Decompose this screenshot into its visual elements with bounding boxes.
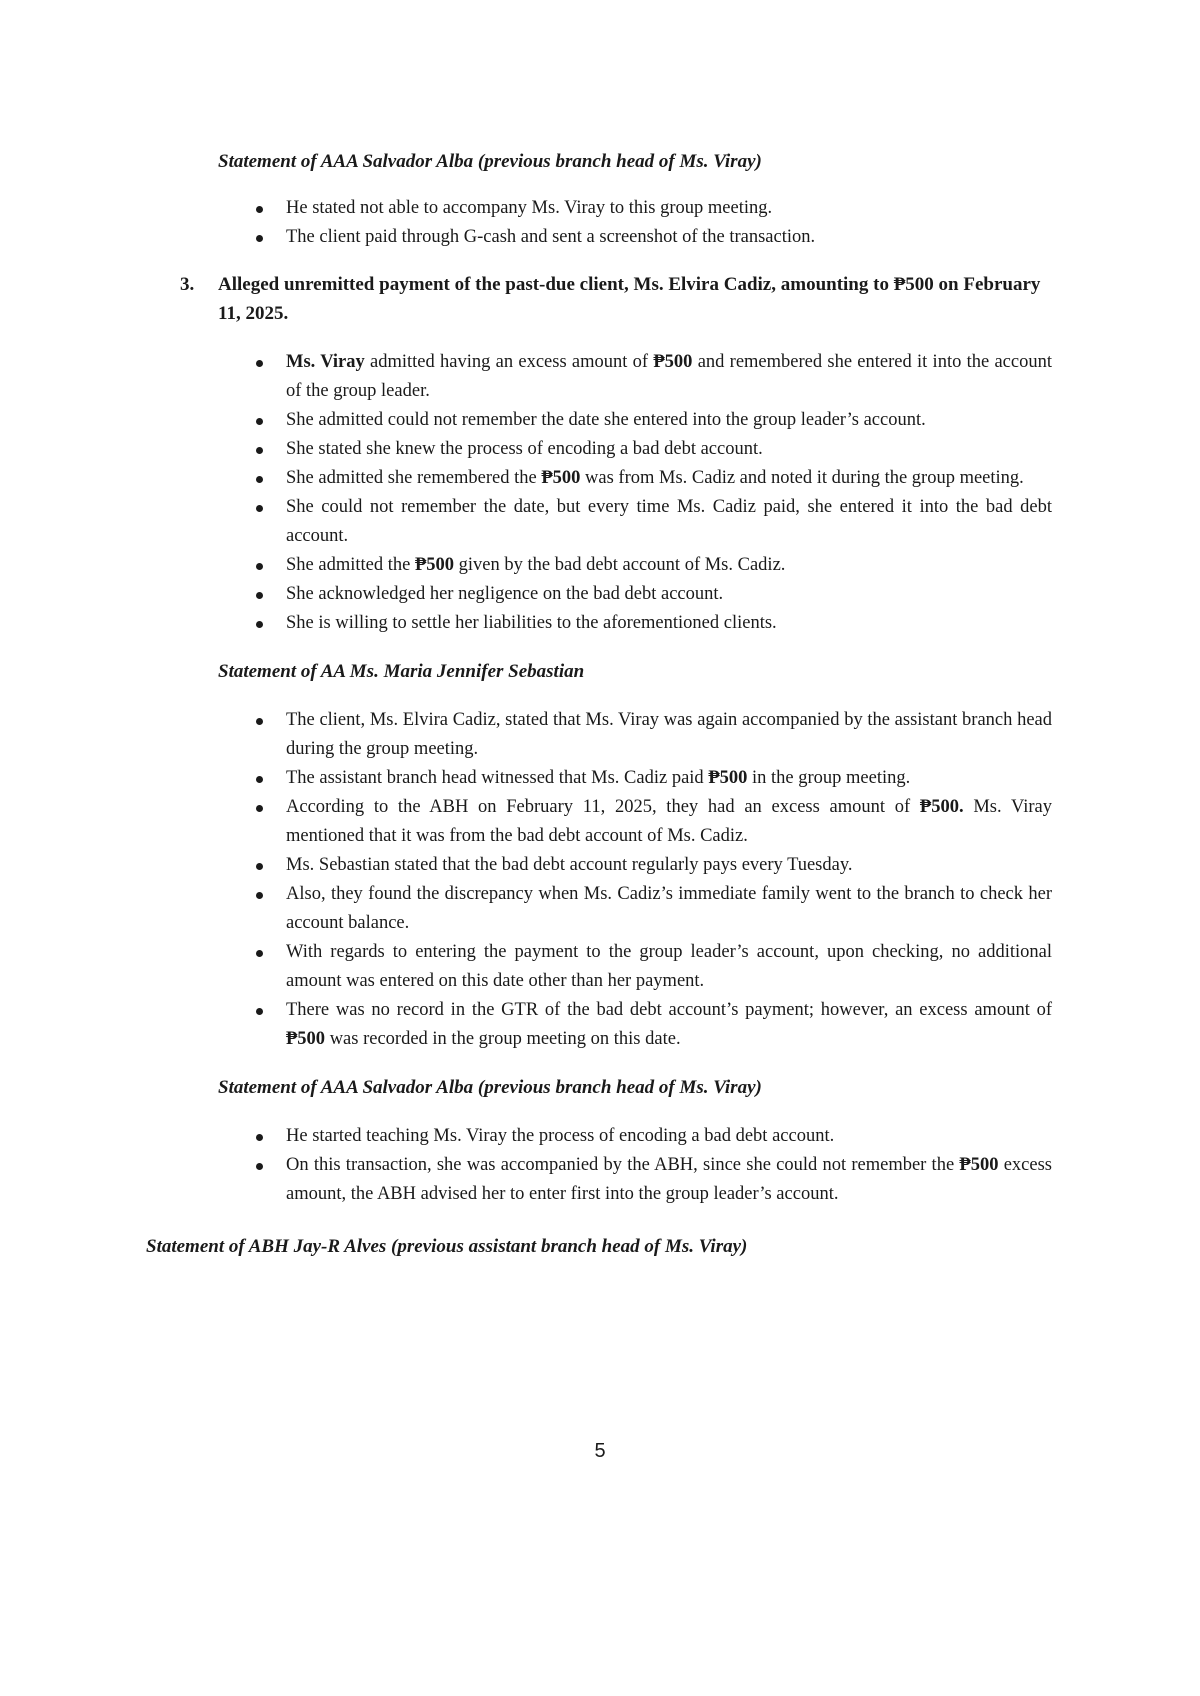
bullet-icon <box>256 718 263 725</box>
statement-heading-alba-1: Statement of AAA Salvador Alba (previous branch head of Ms. Viray) <box>218 151 762 172</box>
list-item: She acknowledged her negligence on the bad debt account. <box>252 580 1052 609</box>
list-item: She stated she knew the process of encoding a bad debt account. <box>252 435 1052 464</box>
list-item: She admitted the ₱500 given by the bad debt account of Ms. Cadiz. <box>252 551 1052 580</box>
list-item: Ms. Sebastian stated that the bad debt account regularly pays every Tuesday. <box>252 851 1052 880</box>
bullet-icon <box>256 206 263 213</box>
list-item: The assistant branch head witnessed that Ms. Cadiz paid ₱500 in the group meeting. <box>252 764 1052 793</box>
list-item: According to the ABH on February 11, 2025, they had an excess amount of ₱500. Ms. Viray mentioned that it was from the bad debt account of Ms. Cadiz. <box>252 793 1052 851</box>
bullet-icon <box>256 563 263 570</box>
bullet-icon <box>256 1008 263 1015</box>
list-item: With regards to entering the payment to the group leader’s account, upon checking, no additional amount was entered on this date other than her payment. <box>252 938 1052 996</box>
bullet-icon <box>256 1163 263 1170</box>
page-content <box>0 150 1200 1259</box>
bullet-icon <box>256 360 263 367</box>
bullet-icon <box>256 621 263 628</box>
item-title: Alleged unremitted payment of the past-due client, Ms. Elvira Cadiz, amounting to ₱500 on February 11, 2025. <box>218 274 1041 324</box>
list-item: She is willing to settle her liabilities to the aforementioned clients. <box>252 609 1052 638</box>
list-item: She admitted could not remember the date she entered into the group leader’s account. <box>252 406 1052 435</box>
list-item: Ms. Viray admitted having an excess amount of ₱500 and remembered she entered it into the account of the group leader. <box>252 348 1052 406</box>
list-item: Also, they found the discrepancy when Ms. Cadiz’s immediate family went to the branch to check her account balance. <box>252 880 1052 938</box>
bullet-icon <box>256 592 263 599</box>
item-number: 3. <box>180 274 195 295</box>
bullet-icon <box>256 1134 263 1141</box>
list-item: He stated not able to accompany Ms. Viray to this group meeting. <box>252 194 1052 223</box>
statement-heading-alves: Statement of ABH Jay-R Alves (previous assistant branch head of Ms. Viray) <box>146 1236 748 1257</box>
bullet-icon <box>256 418 263 425</box>
bullet-icon <box>256 863 263 870</box>
list-item: She could not remember the date, but every time Ms. Cadiz paid, she entered it into the bad debt account. <box>252 493 1052 551</box>
statement-heading-sebastian: Statement of AA Ms. Maria Jennifer Sebastian <box>218 661 585 682</box>
list-item: On this transaction, she was accompanied by the ABH, since she could not remember the ₱500 excess amount, the ABH advised her to enter first into the group leader’s account. <box>252 1151 1052 1209</box>
statement-alba-1-list <box>252 194 1052 252</box>
list-item: The client paid through G-cash and sent a screenshot of the transaction. <box>252 223 1052 252</box>
bullet-icon <box>256 447 263 454</box>
list-item: The client, Ms. Elvira Cadiz, stated that Ms. Viray was again accompanied by the assistant branch head during the group meeting. <box>252 706 1052 764</box>
item-3-list <box>252 348 1052 638</box>
bullet-icon <box>256 776 263 783</box>
bullet-icon <box>256 950 263 957</box>
bullet-icon <box>256 505 263 512</box>
numbered-item-3 <box>180 270 1052 328</box>
bullet-icon <box>256 805 263 812</box>
list-item: She admitted she remembered the ₱500 was from Ms. Cadiz and noted it during the group meeting. <box>252 464 1052 493</box>
bullet-icon <box>256 235 263 242</box>
statement-sebastian-list <box>252 706 1052 1054</box>
list-item: He started teaching Ms. Viray the process of encoding a bad debt account. <box>252 1122 1052 1151</box>
statement-alba-2-list <box>252 1122 1052 1209</box>
list-item: There was no record in the GTR of the bad debt account’s payment; however, an excess amount of ₱500 was recorded in the group meeting on this date. <box>252 996 1052 1054</box>
bullet-icon <box>256 476 263 483</box>
statement-heading-alba-2: Statement of AAA Salvador Alba (previous branch head of Ms. Viray) <box>218 1077 762 1098</box>
page-number: 5 <box>594 1440 606 1462</box>
bullet-icon <box>256 892 263 899</box>
